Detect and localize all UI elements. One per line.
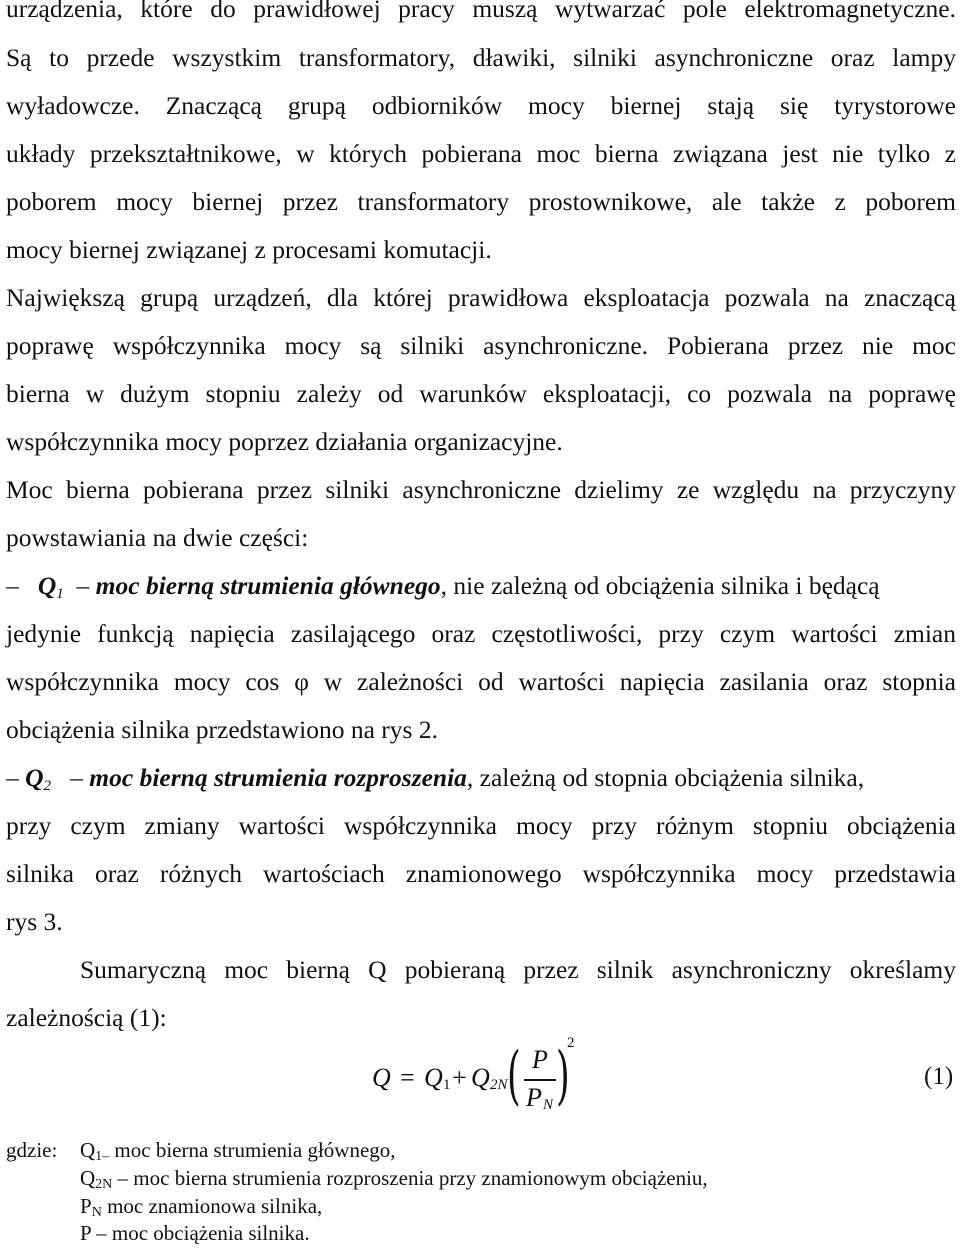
text-line: bierna w dużym stopniu zależy od warunków eksploatacji, co pozwala na poprawę — [6, 379, 956, 408]
q1-term: moc bierną strumienia głównego — [95, 571, 441, 600]
equation-plus: + — [452, 1063, 467, 1092]
legend-item: $Q_{1-}$ moc bierna strumienia głównego, — [80, 1138, 396, 1164]
equation-q2-subscript: 2N — [490, 1077, 508, 1093]
text-line: jedynie funkcją napięcia zasilającego oraz częstotliwości, przy czym wartości zmian — [6, 619, 956, 648]
list-dash: – — [6, 571, 19, 600]
equation-equals: = — [400, 1063, 415, 1092]
equation-q2: Q — [471, 1063, 490, 1092]
text-line: przy czym zmiany wartości współczynnika mocy przy różnym stopniu obciążenia — [6, 811, 956, 840]
q2-symbol: Q — [25, 763, 44, 792]
equation — [370, 1035, 670, 1125]
text-line: Sumaryczną moc bierną Q pobieraną przez silnik asynchroniczny określamy — [80, 955, 956, 984]
list-item-q1 — [6, 571, 956, 609]
q2-subscript: 2 — [43, 778, 52, 794]
equation-exponent: 2 — [567, 1035, 575, 1051]
text-line: współczynnika mocy cos φ w zależności od wartości napięcia zasilania oraz stopnia — [6, 667, 956, 696]
list-dash: – — [6, 763, 19, 792]
equation-lhs: Q — [372, 1063, 391, 1092]
text-line: zależnością (1): — [6, 1003, 167, 1032]
text-line: rys 3. — [6, 907, 63, 936]
text-line: układy przekształtnikowe, w których pobierana moc bierna związana jest nie tylko z — [6, 139, 956, 168]
equation-q1: Q — [424, 1063, 443, 1092]
q1-symbol: Q — [37, 571, 57, 600]
legend-item: P – moc obciążenia silnika. — [80, 1221, 310, 1245]
list-item-q2 — [6, 763, 956, 801]
text-line: mocy biernej związanej z procesami komutacji. — [6, 235, 492, 264]
left-parenthesis: ( — [507, 1039, 521, 1113]
text-line: poborem mocy biernej przez transformatory prostownikowe, ale także z poborem — [6, 187, 956, 216]
legend-item: $P_N$ moc znamionowa silnika, — [80, 1194, 323, 1220]
fraction-numerator: P — [532, 1045, 548, 1074]
text-line: silnika oraz różnych wartościach znamionowego współczynnika mocy przedstawia — [6, 859, 956, 888]
list-dash: – — [70, 763, 83, 792]
equation-number: (1) — [924, 1063, 954, 1090]
right-parenthesis: ) — [556, 1039, 570, 1113]
text-line: współczynnika mocy poprzez działania organizacyjne. — [6, 427, 563, 456]
legend-item: $Q_{2N}$ – moc bierna strumienia rozproszenia przy znamionowym obciążeniu, — [80, 1166, 708, 1192]
q1-description: , nie zależną od obciążenia silnika i będącą — [440, 571, 880, 600]
text-line: Są to przede wszystkim transformatory, dławiki, silniki asynchroniczne oraz lampy — [6, 43, 956, 72]
fraction-bar — [524, 1079, 556, 1081]
list-dash: – — [76, 571, 90, 600]
legend-intro: gdzie: — [6, 1138, 58, 1162]
text-line: powstawiania na dwie części: — [6, 523, 309, 552]
fraction-denominator-subscript: N — [543, 1097, 554, 1113]
text-line: urządzenia, które do prawidłowej pracy muszą wytwarzać pole elektromagnetyczne. — [6, 0, 956, 23]
text-line: Moc bierna pobierana przez silniki asynchroniczne dzielimy ze względu na przyczyny — [6, 475, 956, 504]
text-line: obciążenia silnika przedstawiono na rys 2. — [6, 715, 438, 744]
fraction-denominator: P — [526, 1083, 542, 1112]
text-line: Największą grupą urządzeń, dla której prawidłowa eksploatacja pozwala na znaczącą — [6, 283, 956, 312]
q2-description: , zależną od stopnia obciążenia silnika, — [466, 763, 865, 792]
q2-term: moc bierną strumienia rozproszenia — [89, 763, 467, 792]
q1-subscript: 1 — [56, 586, 64, 602]
equation-q1-subscript: 1 — [443, 1077, 451, 1093]
text-line: wyładowcze. Znaczącą grupą odbiorników mocy biernej stają się tyrystorowe — [6, 91, 956, 120]
text-line: poprawę współczynnika mocy są silniki asynchroniczne. Pobierana przez nie moc — [6, 331, 956, 360]
